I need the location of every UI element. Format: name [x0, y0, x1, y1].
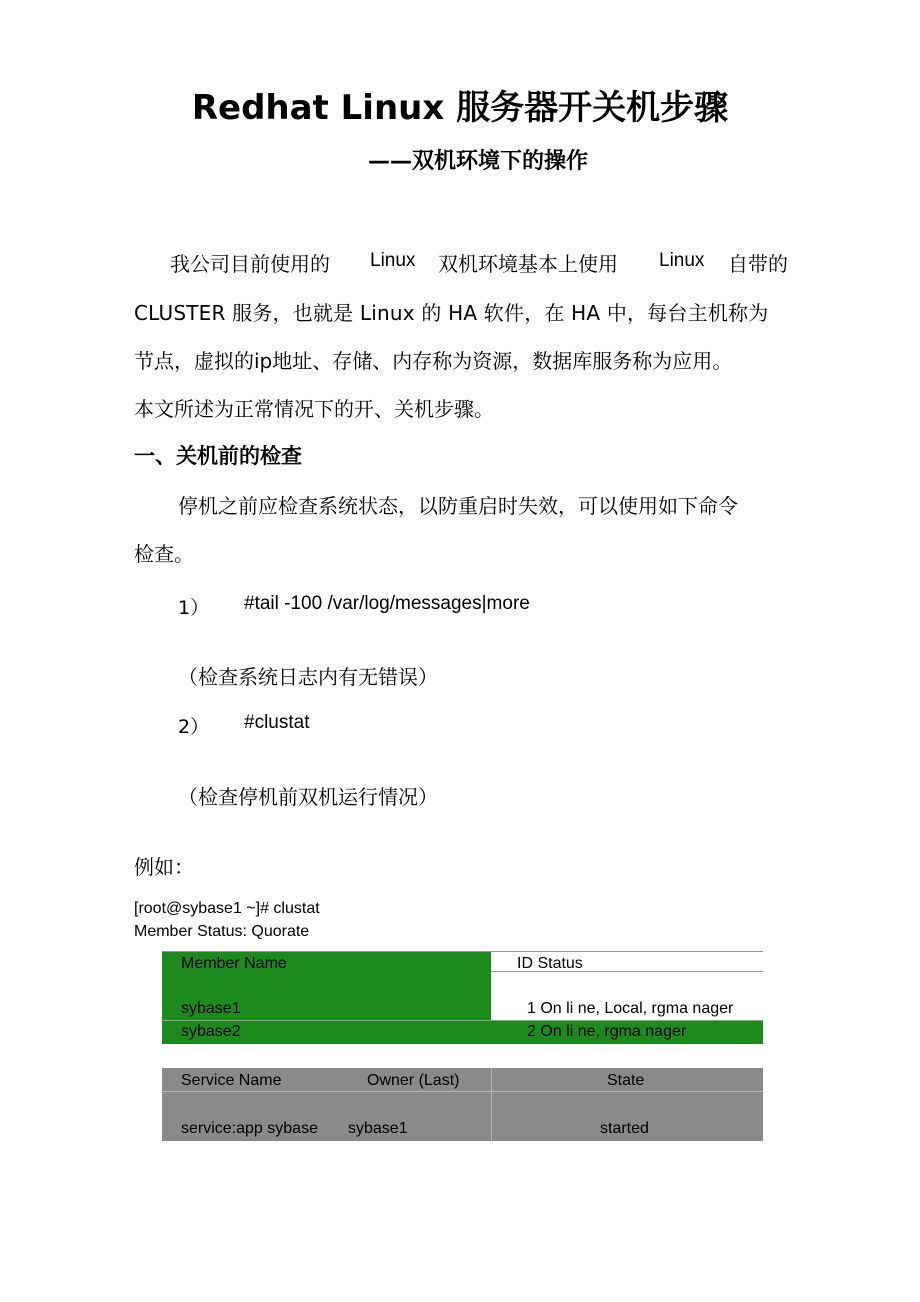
member-table-top-border — [162, 951, 763, 952]
document-subtitle: ——双机环境下的操作 — [367, 149, 588, 174]
step-1-number: 1） — [178, 597, 210, 619]
console-line-1: [root@sybase1 ~]# clustat — [134, 900, 320, 917]
step-2-number: 2） — [178, 716, 210, 738]
service-header-state: State — [607, 1072, 645, 1089]
intro-line-2: CLUSTER 服务，也就是 Linux 的 HA 软件，在 HA 中，每台主机称为 — [134, 301, 769, 325]
service-row1-owner: sybase1 — [348, 1120, 408, 1137]
step-2-command: #clustat — [244, 712, 310, 733]
example-label: 例如： — [134, 855, 194, 879]
section-heading: 一、关机前的检查 — [134, 444, 302, 468]
step-1-command: #tail -100 /var/log/messages|more — [244, 593, 530, 614]
intro-line-1c: 双机环境基本上使用 — [438, 252, 618, 276]
intro-line-4: 本文所述为正常情况下的开、关机步骤。 — [134, 397, 494, 421]
section-para-line-2: 检查。 — [134, 542, 194, 566]
step-2-note: （检查停机前双机运行情况） — [178, 785, 438, 809]
intro-line-3: 节点，虚拟的ip地址、存储、内存称为资源，数据库服务称为应用。 — [134, 349, 733, 373]
service-header-name: Service Name — [181, 1072, 282, 1089]
service-table-header-border — [162, 1091, 763, 1092]
member-table-row-border — [162, 1020, 763, 1021]
intro-line-1e: 自带的 — [728, 252, 788, 276]
member-row2-name: sybase2 — [181, 1023, 241, 1040]
section-para-line-1: 停机之前应检查系统状态，以防重启时失效，可以使用如下命令 — [178, 494, 738, 518]
intro-line-1b: Linux — [370, 250, 416, 271]
document-title: Redhat Linux 服务器开关机步骤 — [191, 88, 729, 128]
step-1-note: （检查系统日志内有无错误） — [178, 665, 438, 689]
service-status-table — [162, 1068, 763, 1141]
console-line-2: Member Status: Quorate — [134, 923, 310, 940]
service-row1-state: started — [600, 1120, 649, 1137]
service-table-column-divider — [491, 1068, 492, 1141]
service-row1-name: service:app sybase — [181, 1120, 318, 1137]
intro-line-1d: Linux — [659, 250, 705, 271]
member-header-status: ID Status — [517, 955, 583, 972]
member-header-name: Member Name — [181, 955, 287, 972]
service-header-owner: Owner (Last) — [367, 1072, 460, 1089]
member-row2-status: 2 On li ne, rgma nager — [527, 1023, 687, 1040]
member-status-table — [162, 951, 763, 1044]
intro-line-1a: 我公司目前使用的 — [170, 252, 330, 276]
member-row1-status: 1 On li ne, Local, rgma nager — [527, 1000, 734, 1017]
member-row1-name: sybase1 — [181, 1000, 241, 1017]
